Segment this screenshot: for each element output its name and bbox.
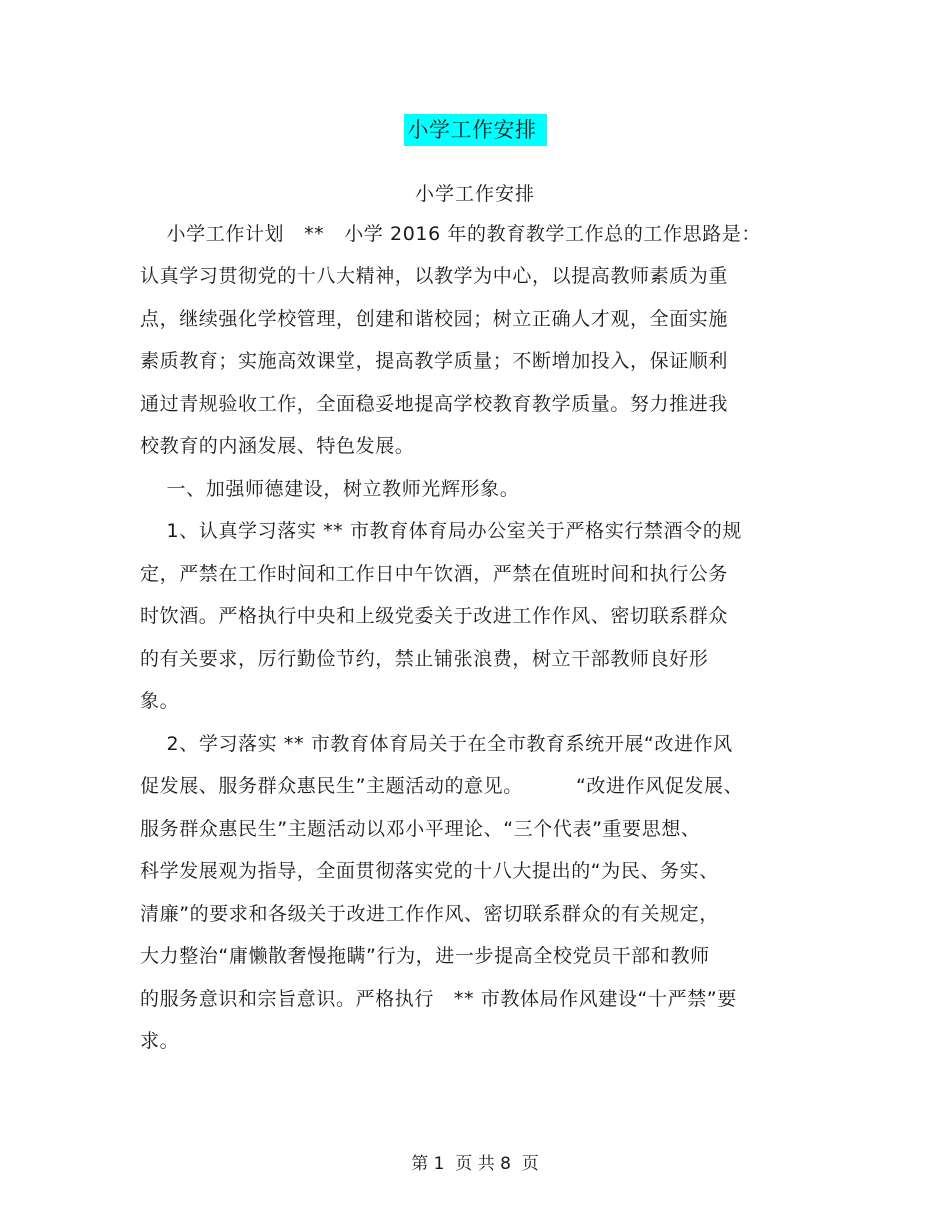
body-line: 促发展、服务群众惠民生”主题活动的意见。 “改进作风促发展、 [140, 775, 744, 797]
body-line: 小学工作计划 ** 小学 2016 年的教育教学工作总的工作思路是： [140, 223, 762, 245]
body-line: 2、学习落实 ** 市教育体育局关于在全市教育系统开展“改进作风 [140, 733, 733, 755]
body-line: 时饮酒。严格执行中央和上级党委关于改进工作作风、密切联系群众 [140, 605, 729, 627]
body-line: 1、认真学习落实 ** 市教育体育局办公室关于严格实行禁酒令的规 [140, 520, 742, 542]
body-line: 的有关要求，厉行勤俭节约，禁止铺张浪费，树立干部教师良好形 [140, 648, 709, 670]
page-footer: 第 1 页 共 8 页 [411, 1154, 539, 1174]
body-line: 求。 [140, 1030, 180, 1052]
body-line: 认真学习贯彻党的十八大精神，以教学为中心，以提高教师素质为重 [140, 265, 729, 287]
body-line: 科学发展观为指导，全面贯彻落实党的十八大提出的“为民、务实、 [140, 860, 719, 882]
body-line: 点，继续强化学校管理，创建和谐校园；树立正确人才观，全面实施 [140, 308, 729, 330]
body-line: 素质教育；实施高效课堂，提高教学质量；不断增加投入，保证顺利 [140, 350, 729, 372]
section-heading: 一、加强师德建设，树立教师光辉形象。 [140, 478, 520, 500]
body-line: 的服务意识和宗旨意识。严格执行 ** 市教体局作风建设“十严禁”要 [140, 988, 737, 1010]
title-container [0, 114, 950, 146]
body-line: 服务群众惠民生”主题活动以邓小平理论、“三个代表”重要思想、 [140, 818, 701, 840]
body-line: 象。 [140, 690, 180, 712]
body-line: 清廉”的要求和各级关于改进工作作风、密切联系群众的有关规定， [140, 903, 719, 925]
document-subtitle: 小学工作安排 [414, 183, 535, 205]
body-line: 定，严禁在工作时间和工作日中午饮酒，严禁在值班时间和执行公务 [140, 563, 729, 585]
body-line: 校教育的内涵发展、特色发展。 [140, 435, 415, 457]
document-title: 小学工作安排 [404, 114, 547, 146]
body-line: 通过青规验收工作，全面稳妥地提高学校教育教学质量。努力推进我 [140, 393, 729, 415]
body-line: 大力整治“庸懒散奢慢拖瞒”行为，进一步提高全校党员干部和教师 [140, 945, 710, 967]
